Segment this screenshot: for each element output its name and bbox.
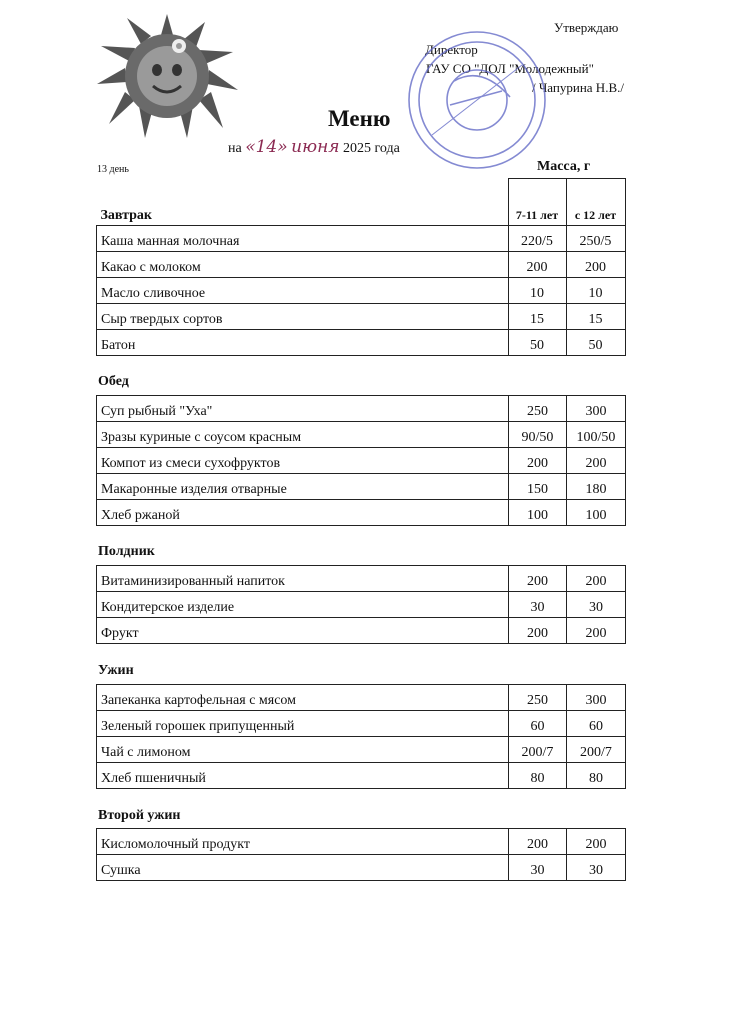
- director-title: Директор: [425, 42, 478, 57]
- section-title: Второй ужин: [98, 808, 181, 823]
- mass-12: 80: [567, 763, 626, 789]
- menu-table-lunch: [96, 395, 626, 526]
- table-row: [97, 737, 626, 763]
- dish-name: Зеленый горошек припущенный: [97, 711, 509, 737]
- mass-12: 200: [567, 448, 626, 474]
- mass-12: 60: [567, 711, 626, 737]
- mass-7-11: 60: [509, 711, 567, 737]
- dish-name: Хлеб ржаной: [97, 500, 509, 526]
- date-year: 2025 года: [343, 141, 400, 156]
- table-row: [97, 855, 626, 881]
- mass-12: 200: [567, 618, 626, 644]
- table-row: [97, 711, 626, 737]
- table-row: [97, 396, 626, 422]
- menu-table-dinner: [96, 684, 626, 789]
- table-row: [97, 618, 626, 644]
- table-header-row: [97, 179, 626, 226]
- mass-12: 100/50: [567, 422, 626, 448]
- mass-7-11: 90/50: [509, 422, 567, 448]
- table-row: [97, 592, 626, 618]
- table-row: [97, 330, 626, 356]
- mass-12: 10: [566, 278, 625, 304]
- menu-table-breakfast: [96, 178, 626, 356]
- dish-name: Компот из смеси сухофруктов: [97, 448, 509, 474]
- dish-name: Сушка: [97, 855, 509, 881]
- day-number: 13 день: [97, 164, 129, 175]
- dish-name: Чай с лимоном: [97, 737, 509, 763]
- section-title: Обед: [98, 374, 129, 389]
- dish-name: Кисломолочный продукт: [97, 829, 509, 855]
- mass-7-11: 200: [509, 448, 567, 474]
- menu-table-second-dinner: [96, 828, 626, 881]
- dish-name: Сыр твердых сортов: [97, 304, 509, 330]
- mass-12: 300: [567, 396, 626, 422]
- mass-7-11: 200: [509, 829, 567, 855]
- column-header-age-12: с 12 лет: [566, 179, 625, 226]
- table-row: [97, 566, 626, 592]
- date-month-handwritten: июня: [291, 137, 340, 157]
- date-line: [228, 137, 400, 157]
- mass-12: 250/5: [566, 226, 625, 252]
- dish-name: Какао с молоком: [97, 252, 509, 278]
- section-title: Завтрак: [97, 179, 509, 226]
- dish-name: Витаминизированный напиток: [97, 566, 509, 592]
- mass-7-11: 250: [509, 396, 567, 422]
- page-title: Меню: [328, 106, 391, 131]
- dish-name: Батон: [97, 330, 509, 356]
- mass-7-11: 30: [509, 855, 567, 881]
- mass-7-11: 80: [509, 763, 567, 789]
- table-row: [97, 474, 626, 500]
- mass-12: 50: [566, 330, 625, 356]
- mass-7-11: 250: [509, 685, 567, 711]
- mass-7-11: 200: [509, 566, 567, 592]
- mass-7-11: 200: [509, 618, 567, 644]
- official-stamp: [402, 25, 552, 175]
- mass-7-11: 200: [508, 252, 566, 278]
- section-title: Ужин: [98, 663, 134, 678]
- mass-header: Масса, г: [537, 159, 591, 174]
- mass-12: 30: [567, 855, 626, 881]
- mass-12: 200: [566, 252, 625, 278]
- mass-12: 30: [567, 592, 626, 618]
- table-row: [97, 763, 626, 789]
- table-row: [97, 304, 626, 330]
- mass-12: 15: [566, 304, 625, 330]
- dish-name: Запеканка картофельная с мясом: [97, 685, 509, 711]
- mass-12: 200/7: [567, 737, 626, 763]
- mass-7-11: 10: [508, 278, 566, 304]
- table-row: [97, 500, 626, 526]
- table-row: [97, 422, 626, 448]
- approval-label: Утверждаю: [554, 20, 619, 35]
- column-header-age-7-11: 7-11 лет: [508, 179, 566, 226]
- dish-name: Суп рыбный "Уха": [97, 396, 509, 422]
- dish-name: Каша манная молочная: [97, 226, 509, 252]
- dish-name: Масло сливочное: [97, 278, 509, 304]
- table-row: [97, 226, 626, 252]
- mass-7-11: 220/5: [508, 226, 566, 252]
- dish-name: Фрукт: [97, 618, 509, 644]
- dish-name: Макаронные изделия отварные: [97, 474, 509, 500]
- mass-7-11: 30: [509, 592, 567, 618]
- mass-7-11: 150: [509, 474, 567, 500]
- table-row: [97, 252, 626, 278]
- mass-7-11: 15: [508, 304, 566, 330]
- mass-12: 300: [567, 685, 626, 711]
- table-row: [97, 278, 626, 304]
- dish-name: Хлеб пшеничный: [97, 763, 509, 789]
- dish-name: Кондитерское изделие: [97, 592, 509, 618]
- signer-name: / Чапурина Н.В./: [532, 80, 624, 95]
- mass-12: 200: [567, 829, 626, 855]
- mass-7-11: 100: [509, 500, 567, 526]
- date-prefix: на: [228, 141, 242, 156]
- mass-12: 180: [567, 474, 626, 500]
- mass-12: 100: [567, 500, 626, 526]
- section-title: Полдник: [98, 544, 155, 559]
- table-row: [97, 448, 626, 474]
- mass-12: 200: [567, 566, 626, 592]
- mass-7-11: 200/7: [509, 737, 567, 763]
- organization-name: ГАУ СО "ДОЛ "Молодежный": [426, 61, 594, 76]
- date-day-handwritten: «14»: [245, 137, 288, 157]
- table-row: [97, 829, 626, 855]
- camp-logo: [95, 12, 240, 140]
- dish-name: Зразы куриные с соусом красным: [97, 422, 509, 448]
- mass-7-11: 50: [508, 330, 566, 356]
- menu-table-afternoon-snack: [96, 565, 626, 644]
- table-row: [97, 685, 626, 711]
